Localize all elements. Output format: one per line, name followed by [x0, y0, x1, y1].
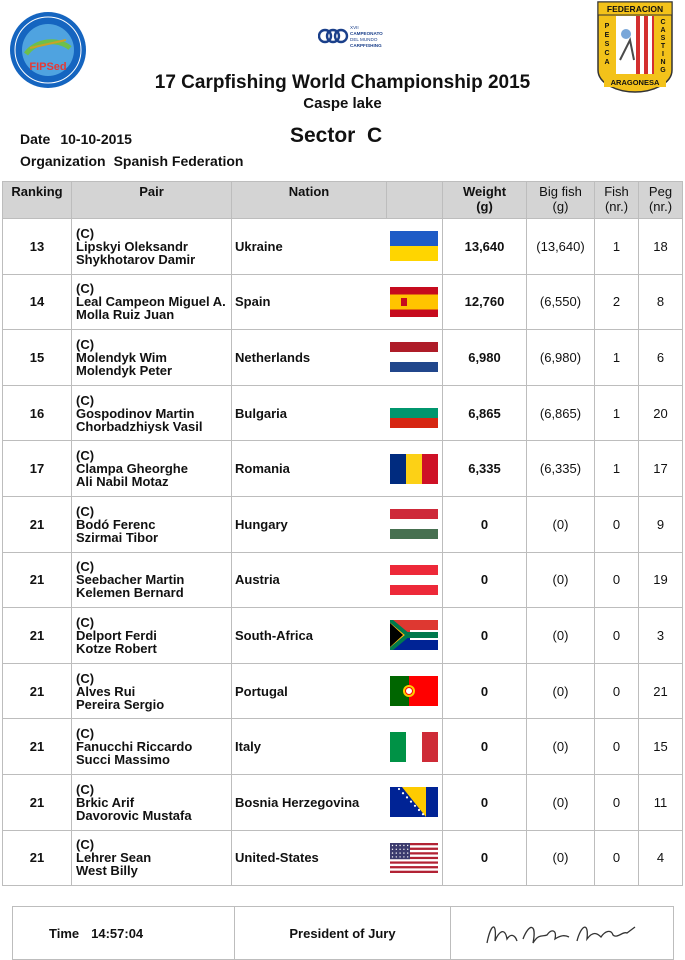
bigfish-cell [527, 552, 595, 608]
nation-name: Romania [235, 461, 290, 477]
pair-sector: (C) [76, 670, 95, 686]
weight-value: 12,760 [464, 294, 505, 310]
flag-cell [387, 219, 443, 275]
pair-header: Pair [72, 182, 232, 219]
ranking-value: 21 [29, 794, 45, 810]
weight-cell [443, 274, 527, 330]
south-africa-flag-icon [387, 620, 443, 650]
peg-cell [639, 608, 683, 664]
nation-cell [232, 219, 387, 275]
pair-member-2: Molla Ruiz Juan [76, 307, 175, 323]
fish-count-cell [595, 552, 639, 608]
flag-cell [387, 608, 443, 664]
peg-cell [639, 552, 683, 608]
peg-cell [639, 719, 683, 775]
nation-name: United-States [235, 850, 319, 866]
pair-member-1: Gospodinov Martin [76, 405, 195, 421]
fish-count-cell [595, 219, 639, 275]
peg-cell [639, 441, 683, 497]
fipsed-logo-text: FIPSed [29, 61, 67, 73]
romania-flag-icon [387, 454, 443, 484]
pair-member-1: Clampa Gheorghe [76, 461, 188, 477]
fish-count-value: 2 [612, 294, 621, 310]
fish-count-cell [595, 608, 639, 664]
pair-member-1: Bodó Ferenc [76, 516, 156, 532]
pair-member-1: Brkic Arif [76, 794, 135, 810]
weight-cell [443, 441, 527, 497]
fish-count-cell [595, 274, 639, 330]
pair-sector: (C) [76, 392, 95, 408]
pair-member-2: Molendyk Peter [76, 362, 173, 378]
fish-count-value: 0 [612, 627, 621, 643]
bigfish-cell [527, 274, 595, 330]
pair-cell [72, 219, 232, 275]
austria-flag-icon [387, 565, 443, 595]
date-line [20, 131, 132, 147]
peg-value: 15 [653, 739, 668, 755]
ranking-cell [3, 830, 72, 886]
fish-count-value: 0 [612, 850, 621, 866]
footer-bar [12, 906, 674, 960]
pair-cell [72, 608, 232, 664]
fish-count-cell [595, 385, 639, 441]
organization-line [20, 153, 243, 169]
ranking-cell [3, 774, 72, 830]
nation-cell [232, 330, 387, 386]
fish-count-cell [595, 774, 639, 830]
weight-cell [443, 496, 527, 552]
ranking-value: 21 [29, 739, 45, 755]
flag-cell [387, 774, 443, 830]
weight-cell [443, 830, 527, 886]
nation-name: South-Africa [235, 627, 313, 643]
spain-flag-icon [387, 287, 443, 317]
pair-sector: (C) [76, 448, 95, 464]
sector-heading: Sector C [290, 124, 383, 147]
flag-cell [387, 496, 443, 552]
flag-cell [387, 663, 443, 719]
championship-logo [318, 22, 398, 52]
table-row [3, 552, 683, 608]
date-value: 10-10-2015 [60, 131, 132, 147]
pair-sector: (C) [76, 503, 95, 519]
ranking-value: 21 [29, 850, 45, 866]
flag-cell [387, 385, 443, 441]
weight-cell [443, 330, 527, 386]
nation-cell [232, 385, 387, 441]
peg-cell [639, 274, 683, 330]
fish-count-value: 1 [612, 349, 621, 365]
weight-cell [443, 774, 527, 830]
table-row [3, 608, 683, 664]
nation-cell [232, 274, 387, 330]
fish-count-value: 1 [612, 461, 621, 477]
pair-member-2: West Billy [76, 863, 138, 879]
ranking-cell [3, 441, 72, 497]
nation-cell [232, 774, 387, 830]
weight-value: 0 [480, 627, 489, 643]
time-value: 14:57:04 [91, 925, 144, 941]
ranking-value: 21 [29, 627, 45, 643]
championship-logo-line: XVII [350, 25, 359, 30]
bigfish-value: (6,865) [539, 405, 582, 421]
peg-cell [639, 663, 683, 719]
table-row [3, 830, 683, 886]
weight-header: Weight (g) [443, 182, 527, 219]
fish-count-value: 0 [612, 739, 621, 755]
fish-count-cell [595, 330, 639, 386]
weight-value: 0 [480, 683, 489, 699]
bigfish-value: (0) [552, 683, 569, 699]
peg-cell [639, 385, 683, 441]
organization-label: Organization [20, 153, 106, 169]
peg-value: 18 [653, 238, 668, 254]
nation-cell [232, 663, 387, 719]
bigfish-cell [527, 774, 595, 830]
pair-sector: (C) [76, 726, 95, 742]
table-row [3, 330, 683, 386]
pair-member-2: Kotze Robert [76, 640, 157, 656]
table-row [3, 774, 683, 830]
flag-cell [387, 719, 443, 775]
bigfish-value: (0) [552, 739, 569, 755]
fish-count-value: 0 [612, 794, 621, 810]
pair-cell [72, 552, 232, 608]
pair-cell [72, 496, 232, 552]
bigfish-cell [527, 330, 595, 386]
bigfish-value: (0) [552, 572, 569, 588]
weight-value: 6,865 [468, 405, 501, 421]
weight-cell [443, 608, 527, 664]
bigfish-cell [527, 608, 595, 664]
fish-count-value: 0 [612, 683, 621, 699]
weight-cell [443, 663, 527, 719]
pair-member-2: Pereira Sergio [76, 696, 165, 712]
peg-value: 9 [656, 516, 665, 532]
bigfish-header: Big fish (g) [527, 182, 595, 219]
pair-member-1: Lehrer Sean [76, 850, 152, 866]
ranking-value: 21 [29, 516, 45, 532]
weight-value: 0 [480, 739, 489, 755]
weight-cell [443, 719, 527, 775]
president-of-jury-cell [235, 907, 451, 959]
pair-cell [72, 330, 232, 386]
pair-member-1: Molendyk Wim [76, 349, 167, 365]
hungary-flag-icon [387, 509, 443, 539]
peg-cell [639, 330, 683, 386]
pair-cell [72, 274, 232, 330]
weight-value: 0 [480, 794, 489, 810]
weight-cell [443, 552, 527, 608]
table-row [3, 219, 683, 275]
bigfish-value: (0) [552, 516, 569, 532]
nation-name: Austria [235, 572, 280, 588]
pair-member-2: Ali Nabil Motaz [76, 474, 169, 490]
peg-cell [639, 830, 683, 886]
nation-cell [232, 608, 387, 664]
pair-sector: (C) [76, 559, 95, 575]
bigfish-cell [527, 830, 595, 886]
pair-member-2: Kelemen Bernard [76, 585, 184, 601]
bigfish-value: (13,640) [536, 238, 585, 254]
nation-name: Netherlands [235, 349, 311, 365]
pair-member-1: Alves Rui [76, 683, 136, 699]
ranking-cell [3, 663, 72, 719]
ranking-cell [3, 608, 72, 664]
italy-flag-icon [387, 732, 443, 762]
nation-name: Bulgaria [235, 405, 288, 421]
pair-cell [72, 830, 232, 886]
fish-count-value: 1 [612, 405, 621, 421]
ranking-value: 14 [29, 294, 45, 310]
logo-right-vertical-text: C A S T I N G [660, 19, 666, 74]
pair-member-1: Lipskyi Oleksandr [76, 238, 188, 254]
fish-count-value: 0 [612, 516, 621, 532]
table-row [3, 663, 683, 719]
peg-header: Peg (nr.) [639, 182, 683, 219]
bigfish-cell [527, 719, 595, 775]
pair-member-2: Szirmai Tibor [76, 529, 159, 545]
weight-cell [443, 219, 527, 275]
peg-value: 6 [656, 349, 665, 365]
time-cell [13, 907, 235, 959]
ranking-cell [3, 330, 72, 386]
peg-value: 21 [653, 683, 668, 699]
fish-count-cell [595, 663, 639, 719]
signature-icon [477, 913, 647, 953]
fish-count-cell [595, 719, 639, 775]
pair-sector: (C) [76, 614, 95, 630]
ukraine-flag-icon [387, 231, 443, 261]
pair-cell [72, 385, 232, 441]
nation-name: Spain [235, 294, 271, 310]
peg-value: 4 [656, 850, 665, 866]
peg-value: 19 [653, 572, 668, 588]
weight-value: 0 [480, 572, 489, 588]
logo-bottom-text: ARAGONESA [610, 78, 660, 87]
fish-count-cell [595, 496, 639, 552]
bigfish-value: (0) [552, 850, 569, 866]
pair-member-1: Fanucchi Riccardo [76, 739, 193, 755]
ranking-value: 15 [29, 349, 45, 365]
table-row [3, 385, 683, 441]
pair-sector: (C) [76, 837, 95, 853]
organization-value: Spanish Federation [113, 153, 244, 169]
pair-cell [72, 774, 232, 830]
bulgaria-flag-icon [387, 398, 443, 428]
peg-value: 3 [656, 627, 665, 643]
nation-name: Italy [235, 739, 262, 755]
ranking-value: 13 [29, 238, 45, 254]
pair-sector: (C) [76, 781, 95, 797]
peg-cell [639, 774, 683, 830]
pair-member-2: Succi Massimo [76, 752, 170, 768]
usa-flag-icon [387, 843, 443, 873]
results-table [2, 181, 683, 886]
ranking-value: 21 [29, 683, 45, 699]
weight-cell [443, 385, 527, 441]
flag-cell [387, 330, 443, 386]
bigfish-value: (6,335) [539, 461, 582, 477]
fish-count-value: 0 [612, 572, 621, 588]
page-title: 17 Carpfishing World Championship 2015 [154, 72, 531, 93]
nation-cell [232, 496, 387, 552]
nation-name: Bosnia Herzegovina [235, 794, 360, 810]
bigfish-cell [527, 663, 595, 719]
logo-top-text: FEDERACION [606, 4, 664, 14]
bigfish-value: (0) [552, 794, 569, 810]
table-row [3, 441, 683, 497]
pair-member-1: Delport Ferdi [76, 627, 157, 643]
bigfish-value: (6,550) [539, 294, 582, 310]
ranking-header: Ranking [3, 182, 72, 219]
nation-cell [232, 830, 387, 886]
championship-logo-line: DEL MUNDO [350, 37, 378, 42]
bigfish-cell [527, 219, 595, 275]
pair-sector: (C) [76, 225, 95, 241]
weight-value: 6,335 [468, 461, 501, 477]
date-label: Date [20, 131, 51, 147]
peg-value: 11 [653, 794, 668, 810]
president-of-jury-label: President of Jury [289, 925, 396, 941]
peg-value: 20 [653, 405, 668, 421]
weight-value: 0 [480, 850, 489, 866]
pair-cell [72, 719, 232, 775]
nation-cell [232, 552, 387, 608]
portugal-flag-icon [387, 676, 443, 706]
ranking-value: 17 [29, 461, 45, 477]
netherlands-flag-icon [387, 342, 443, 372]
nation-header: Nation [232, 182, 387, 219]
nation-cell [232, 441, 387, 497]
pair-member-1: Leal Campeon Miguel A. [76, 294, 226, 310]
fish-count-value: 1 [612, 238, 621, 254]
ranking-cell [3, 552, 72, 608]
table-row [3, 274, 683, 330]
ranking-cell [3, 719, 72, 775]
ranking-cell [3, 274, 72, 330]
pair-cell [72, 663, 232, 719]
ranking-cell [3, 496, 72, 552]
flag-header [387, 182, 443, 219]
bigfish-value: (0) [552, 627, 569, 643]
bigfish-cell [527, 496, 595, 552]
page-subtitle: Caspe lake [303, 95, 382, 112]
ranking-value: 21 [29, 572, 45, 588]
peg-cell [639, 219, 683, 275]
pair-sector: (C) [76, 281, 95, 297]
fish-count-cell [595, 441, 639, 497]
signature-cell [451, 907, 673, 959]
flag-cell [387, 830, 443, 886]
ranking-cell [3, 385, 72, 441]
header-row [3, 182, 683, 219]
fish-header: Fish (nr.) [595, 182, 639, 219]
peg-value: 17 [653, 461, 668, 477]
table-row [3, 496, 683, 552]
time-label: Time [49, 925, 80, 941]
championship-logo-line: CAMPEONATO [350, 31, 383, 36]
peg-cell [639, 496, 683, 552]
nation-cell [232, 719, 387, 775]
weight-value: 6,980 [468, 349, 501, 365]
weight-value: 0 [480, 516, 489, 532]
flag-cell [387, 441, 443, 497]
pair-sector: (C) [76, 336, 95, 352]
ranking-value: 16 [29, 405, 45, 421]
nation-name: Hungary [235, 516, 288, 532]
pair-member-2: Chorbadzhiysk Vasil [76, 418, 203, 434]
pair-member-2: Davorovic Mustafa [76, 807, 192, 823]
fish-count-cell [595, 830, 639, 886]
bigfish-value: (6,980) [539, 349, 582, 365]
flag-cell [387, 274, 443, 330]
nation-name: Ukraine [235, 238, 283, 254]
nation-name: Portugal [235, 683, 288, 699]
ranking-cell [3, 219, 72, 275]
logo-left-vertical-text: P E S C A [604, 23, 610, 66]
table-row [3, 719, 683, 775]
bosnia-flag-icon [387, 787, 443, 817]
bigfish-cell [527, 441, 595, 497]
pair-cell [72, 441, 232, 497]
flag-cell [387, 552, 443, 608]
championship-logo-line: CARPFISHING [350, 43, 382, 48]
pair-member-2: Shykhotarov Damir [76, 251, 196, 267]
weight-value: 13,640 [464, 238, 505, 254]
pair-member-1: Seebacher Martin [76, 572, 185, 588]
bigfish-cell [527, 385, 595, 441]
peg-value: 8 [656, 294, 665, 310]
